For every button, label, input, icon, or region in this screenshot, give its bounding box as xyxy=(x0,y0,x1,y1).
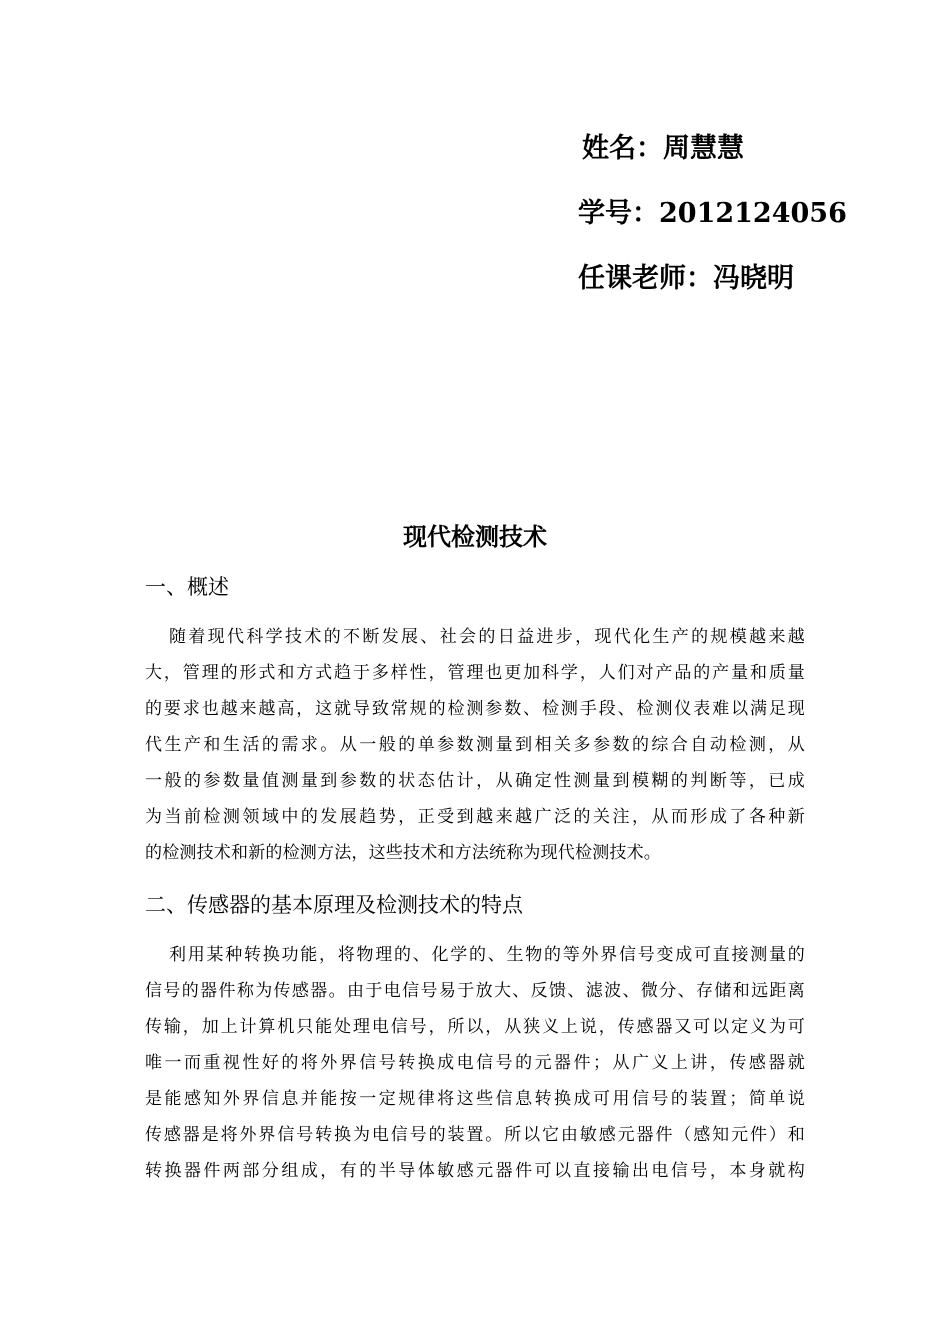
paragraph-line: 随着现代科学技术的不断发展、社会的日益进步，现代化生产的规模越来越 xyxy=(169,627,805,647)
student-id: 学号：2012124056 xyxy=(578,198,847,229)
course-teacher: 任课老师：冯晓明 xyxy=(578,263,794,294)
section-heading-overview: 一、概述 xyxy=(145,575,229,599)
sensor-paragraph xyxy=(145,937,805,1189)
paragraph-line: 传感器是将外界信号转换为电信号的装置。所以它由敏感元器件（感知元件）和 xyxy=(145,1125,805,1145)
paragraph-line: 代生产和生活的需求。从一般的单参数测量到相关多参数的综合自动检测，从 xyxy=(145,735,805,755)
paragraph-line: 利用某种转换功能，将物理的、化学的、生物的等外界信号变成可直接测量的 xyxy=(169,945,805,965)
overview-paragraph xyxy=(145,619,805,871)
paragraph-line: 转换器件两部分组成，有的半导体敏感元器件可以直接输出电信号，本身就构 xyxy=(145,1161,805,1181)
paragraph-line: 为当前检测领域中的发展趋势，正受到越来越广泛的关注，从而形成了各种新 xyxy=(145,807,805,827)
section-heading-sensor-principles: 二、传感器的基本原理及检测技术的特点 xyxy=(145,893,523,917)
paragraph-line: 一般的参数量值测量到参数的状态估计，从确定性测量到模糊的判断等，已成 xyxy=(145,771,805,791)
paragraph-line: 大，管理的形式和方式趋于多样性，管理也更加科学，人们对产品的产量和质量 xyxy=(145,663,805,683)
paragraph-line: 传输，加上计算机只能处理电信号，所以，从狭义上说，传感器又可以定义为可 xyxy=(145,1017,805,1037)
student-name: 姓名：周慧慧 xyxy=(582,133,744,164)
paragraph-line: 的要求也越来越高，这就导致常规的检测参数、检测手段、检测仪表难以满足现 xyxy=(145,699,805,719)
paragraph-line: 的检测技术和新的检测方法，这些技术和方法统称为现代检测技术。 xyxy=(145,843,661,863)
document-title: 现代检测技术 xyxy=(403,522,547,551)
paragraph-line: 唯一而重视性好的将外界信号转换成电信号的元器件；从广义上讲，传感器就 xyxy=(145,1053,805,1073)
paragraph-line: 是能感知外界信息并能按一定规律将这些信息转换成可用信号的装置；简单说 xyxy=(145,1089,805,1109)
paragraph-line: 信号的器件称为传感器。由于电信号易于放大、反馈、滤波、微分、存储和远距离 xyxy=(145,981,805,1001)
